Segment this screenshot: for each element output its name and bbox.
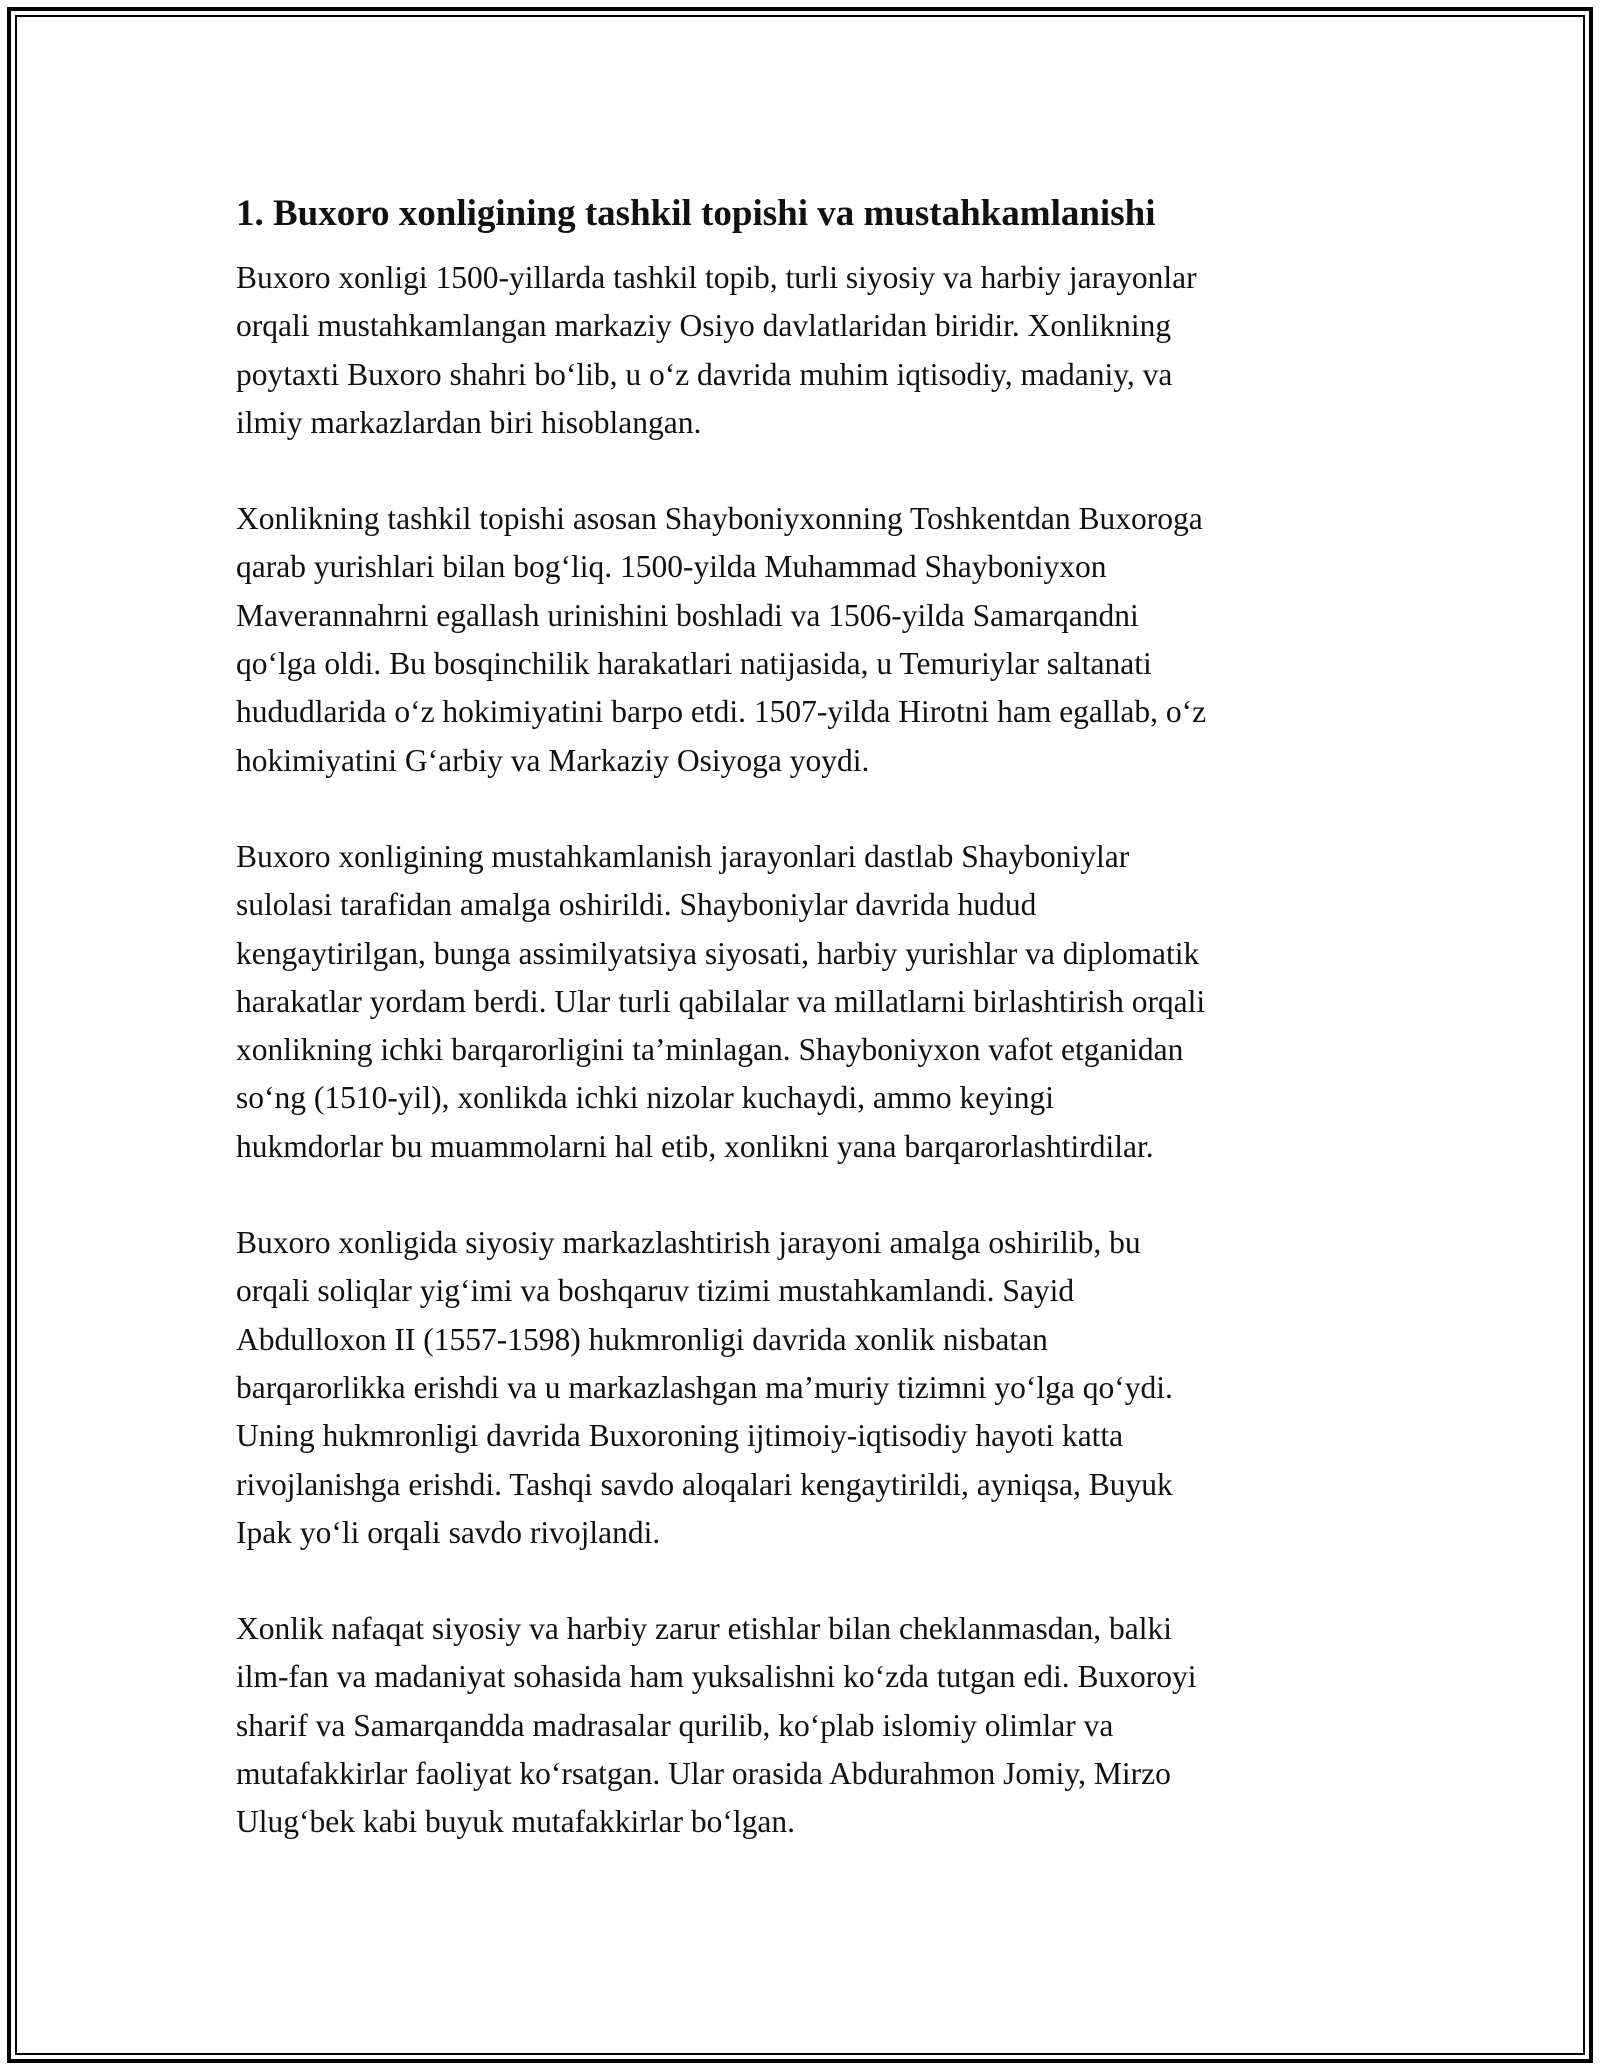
text-line: Xonlik nafaqat siyosiy va harbiy zarur etishlar bilan cheklanmasdan, balki [236, 1611, 1172, 1647]
text-line: Xonlikning tashkil topishi asosan Shayboniyxonning Toshkentdan Buxoroga [236, 501, 1203, 537]
text-line: xonlikning ichki barqarorligini ta’minlagan. Shayboniyxon vafot etganidan [236, 1032, 1184, 1068]
text-line: sharif va Samarqandda madrasalar qurilib, ko‘plab islomiy olimlar va [236, 1707, 1114, 1743]
paragraph-4 [236, 1219, 1376, 1557]
text-line: hukmdorlar bu muammolarni hal etib, xonlikni yana barqarorlashtirdilar. [236, 1128, 1154, 1164]
text-line: orqali mustahkamlangan markaziy Osiyo davlatlaridan biridir. Xonlikning [236, 308, 1172, 344]
document-body [236, 186, 1376, 1895]
text-line: kengaytirilgan, bunga assimilyatsiya siyosati, harbiy yurishlar va diplomatik [236, 935, 1200, 971]
text-line: hududlarida o‘z hokimiyatini barpo etdi. 1507-yilda Hirotni ham egallab, o‘z [236, 694, 1207, 730]
text-line: qarab yurishlari bilan bog‘liq. 1500-yilda Muhammad Shayboniyxon [236, 549, 1107, 585]
text-line: poytaxti Buxoro shahri bo‘lib, u o‘z davrida muhim iqtisodiy, madaniy, va [236, 356, 1173, 392]
text-line: harakatlar yordam berdi. Ular turli qabilalar va millatlarni birlashtirish orqali [236, 983, 1206, 1019]
text-line: Abdulloxon II (1557-1598) hukmronligi davrida xonlik nisbatan [236, 1321, 1048, 1357]
text-line: Ipak yo‘li orqali savdo rivojlandi. [236, 1514, 661, 1550]
text-line: qo‘lga oldi. Bu bosqinchilik harakatlari natijasida, u Temuriylar saltanati [236, 646, 1152, 682]
text-line: mutafakkirlar faoliyat ko‘rsatgan. Ular orasida Abdurahmon Jomiy, Mirzo [236, 1756, 1171, 1792]
text-line: hokimiyatini G‘arbiy va Markaziy Osiyoga yoydi. [236, 742, 870, 778]
text-line: so‘ng (1510-yil), xonlikda ichki nizolar kuchaydi, ammo keyingi [236, 1080, 1054, 1116]
paragraph-2 [236, 495, 1376, 785]
paragraph-3 [236, 833, 1376, 1171]
text-line: orqali soliqlar yig‘imi va boshqaruv tizimi mustahkamlandi. Sayid [236, 1273, 1075, 1309]
text-line: Buxoro xonligida siyosiy markazlashtirish jarayoni amalga oshirilib, bu [236, 1225, 1141, 1261]
text-line: sulolasi tarafidan amalga oshirildi. Shayboniylar davrida hudud [236, 887, 1037, 923]
paragraph-1 [236, 254, 1376, 447]
paragraph-5 [236, 1605, 1376, 1846]
text-line: Uning hukmronligi davrida Buxoroning ijtimoiy-iqtisodiy hayoti katta [236, 1418, 1124, 1454]
text-line: Buxoro xonligi 1500-yillarda tashkil topib, turli siyosiy va harbiy jarayonlar [236, 260, 1197, 295]
section-title: 1. Buxoro xonligining tashkil topishi va mustahkamlanishi [236, 193, 1156, 234]
text-line: ilm-fan va madaniyat sohasida ham yuksalishni ko‘zda tutgan edi. Buxoroyi [236, 1659, 1197, 1695]
text-line: Maverannahrni egallash urinishini boshladi va 1506-yilda Samarqandni [236, 597, 1139, 633]
text-line: rivojlanishga erishdi. Tashqi savdo aloqalari kengaytirildi, ayniqsa, Buyuk [236, 1466, 1173, 1502]
text-line: barqarorlikka erishdi va u markazlashgan ma’muriy tizimni yo‘lga qo‘ydi. [236, 1369, 1173, 1405]
text-line: Buxoro xonligining mustahkamlanish jarayonlari dastlab Shayboniylar [236, 838, 1130, 874]
text-line: Ulug‘bek kabi buyuk mutafakkirlar bo‘lgan. [236, 1804, 795, 1840]
text-line: ilmiy markazlardan biri hisoblangan. [236, 404, 702, 440]
